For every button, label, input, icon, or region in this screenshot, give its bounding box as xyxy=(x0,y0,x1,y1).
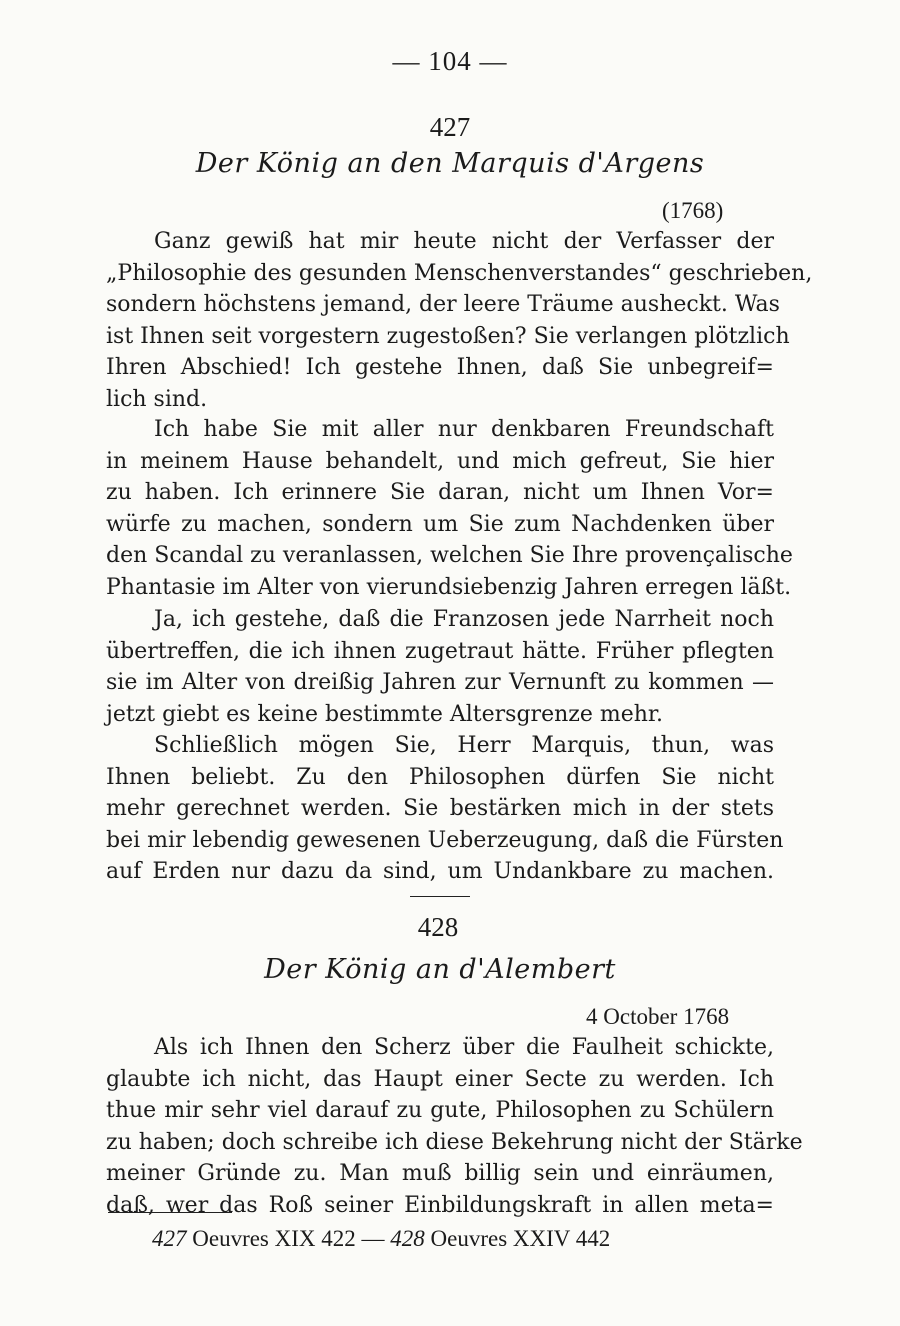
paragraph xyxy=(106,1032,803,1221)
footnote-source: Oeuvres XIX 422 xyxy=(192,1226,356,1251)
text-line: den Scandal zu veranlassen, welchen Sie Ihre provençalische xyxy=(106,543,793,568)
page-number: — 104 — xyxy=(392,46,508,76)
text-line: zu haben; doch schreibe ich diese Bekehrung nicht der Stärke xyxy=(106,1129,803,1155)
text-line: Ihren Abschied! Ich gestehe Ihnen, daß Sie unbegreif= xyxy=(106,355,774,380)
text-line: thue mir sehr viel darauf zu gute, Philosophen zu Schülern xyxy=(106,1098,774,1123)
letter-number: 427 xyxy=(429,112,471,142)
letter-date: (1768) xyxy=(662,198,724,223)
text-line: sondern höchstens jemand, der leere Träume ausheckt. Was xyxy=(106,292,780,317)
text-line: Ja, ich gestehe, daß die Franzosen jede Narrheit noch xyxy=(154,607,774,632)
letter-title: Der König an d'Alembert xyxy=(264,954,616,985)
text-line: daß, wer das Roß seiner Einbildungskraft in allen meta= xyxy=(106,1192,774,1218)
letter-number: 428 xyxy=(417,912,459,942)
letter-date: 4 October 1768 xyxy=(586,1004,730,1029)
text-line: meiner Gründe zu. Man muß billig sein und einräumen, xyxy=(106,1161,774,1186)
text-line: Ich habe Sie mit aller nur denkbaren Freundschaft xyxy=(154,417,774,442)
text-line: sie im Alter von dreißig Jahren zur Vernunft zu kommen — xyxy=(106,670,774,695)
text-line: lich sind. xyxy=(106,386,208,412)
text-line: Ihnen beliebt. Zu den Philosophen dürfen Sie nicht xyxy=(106,764,774,790)
text-line: Phantasie im Alter von vierundsiebenzig Jahren erregen läßt. xyxy=(106,574,792,600)
section-divider xyxy=(410,896,470,897)
text-line: übertreffen, die ich ihnen zugetraut hätte. Früher pflegten xyxy=(106,638,774,664)
text-line: bei mir lebendig gewesenen Ueberzeugung, daß die Fürsten xyxy=(106,827,784,853)
footnote-source: Oeuvres XXIV 442 xyxy=(430,1226,611,1251)
text-line: Schließlich mögen Sie, Herr Marquis, thun, was xyxy=(154,733,774,758)
footnote-ref: 428 xyxy=(390,1226,425,1251)
footnote xyxy=(152,1226,610,1252)
footnote-ref: 427 xyxy=(152,1226,187,1251)
paragraph xyxy=(106,730,784,888)
text-line: mehr gerechnet werden. Sie bestärken mich in der stets xyxy=(106,796,774,821)
text-line: ist Ihnen seit vorgestern zugestoßen? Sie verlangen plötzlich xyxy=(106,323,790,349)
text-line: Ganz gewiß hat mir heute nicht der Verfasser der xyxy=(154,229,774,254)
paragraph xyxy=(106,226,813,415)
footnote-separator: — xyxy=(361,1226,385,1251)
paragraph xyxy=(106,604,774,730)
text-line: in meinem Hause behandelt, und mich gefreut, Sie hier xyxy=(106,448,774,474)
text-line: zu haben. Ich erinnere Sie daran, nicht um Ihnen Vor= xyxy=(106,480,774,505)
text-line: jetzt giebt es keine bestimmte Altersgrenze mehr. xyxy=(106,701,664,727)
text-line: glaubte ich nicht, das Haupt einer Secte zu werden. Ich xyxy=(106,1066,774,1092)
footnote-rule xyxy=(108,1212,232,1213)
text-line: würfe zu machen, sondern um Sie zum Nachdenken über xyxy=(106,511,774,537)
paragraph xyxy=(106,414,793,603)
text-line: auf Erden nur dazu da sind, um Undankbare zu machen. xyxy=(106,859,774,884)
text-line: „Philosophie des gesunden Menschenverstandes“ geschrieben, xyxy=(106,260,813,286)
letter-title: Der König an den Marquis d'Argens xyxy=(195,148,705,179)
text-line: Als ich Ihnen den Scherz über die Faulheit schickte, xyxy=(154,1035,774,1060)
